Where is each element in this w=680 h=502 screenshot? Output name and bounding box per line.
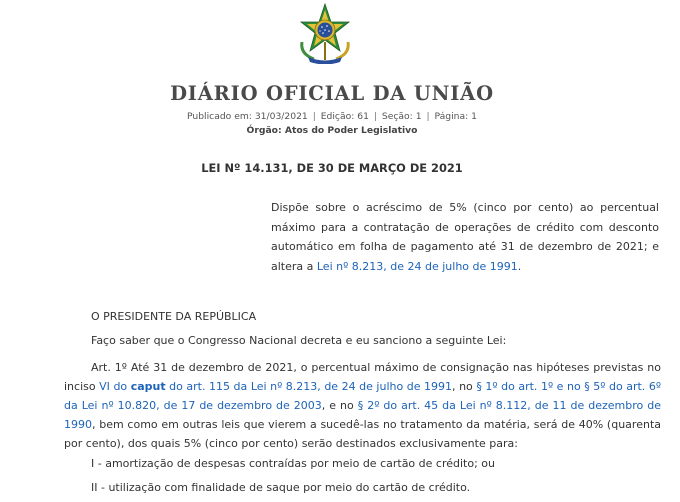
link-text: do art. 115 da Lei nº 8.213, de 24 de julho de 1991 xyxy=(165,380,453,393)
law-title: LEI Nº 14.131, DE 30 DE MARÇO DE 2021 xyxy=(201,161,463,175)
law-8213-art115-link[interactable] xyxy=(99,380,452,393)
law-8213-link[interactable]: Lei nº 8.213, de 24 de julho de 1991 xyxy=(316,260,518,274)
page-number: Página: 1 xyxy=(434,111,477,122)
separator: | xyxy=(373,111,377,122)
item-i: I - amortização de despesas contraídas por meio de cartão de crédito; ou xyxy=(91,457,495,470)
page-title: DIÁRIO OFICIAL DA UNIÃO xyxy=(170,82,494,105)
organ: Órgão: Atos do Poder Legislativo xyxy=(246,125,418,136)
article-text: Art. 1º Até 31 de dezembro de 2021, o percentual máximo de consignação nas hipóteses previstas no inciso xyxy=(64,361,661,393)
article-text: , bem como em outras leis que vierem a sucedê-las no tratamento da matéria, será de 40% (quarenta por cento), dos quais 5% (cinco por cento) serão destinados exclusivamente para: xyxy=(64,418,661,450)
item-ii: II - utilização com finalidade de saque por meio do cartão de crédito. xyxy=(91,481,471,494)
publication-meta xyxy=(0,110,664,138)
law-10820-link[interactable]: § 1º do art. 1º e no § 5º do art. 6º da Lei nº 10.820, de 17 de dezembro de 2003 xyxy=(64,380,662,412)
summary-end: . xyxy=(517,260,522,274)
link-text: VI do xyxy=(99,380,131,393)
separator: | xyxy=(426,111,430,122)
published-date: Publicado em: 31/03/2021 xyxy=(187,111,308,122)
summary-text: Dispõe sobre o acréscimo de 5% (cinco por cento) ao percentual máximo para a contratação de operações de crédito com desconto automático em folha de pagamento até 31 de dezembro de 2021; e altera a xyxy=(271,201,659,274)
decree-line: Faço saber que o Congresso Nacional decreta e eu sanciono a seguinte Lei: xyxy=(91,334,507,347)
law-8112-link[interactable]: § 2º do art. 45 da Lei nº 8.112, de 11 de dezembro de 1990 xyxy=(64,399,661,431)
caput-text: caput xyxy=(130,380,166,393)
article-1 xyxy=(64,358,661,453)
president-line: O PRESIDENTE DA REPÚBLICA xyxy=(91,310,257,323)
brazil-coat-of-arms-icon xyxy=(296,2,354,64)
law-summary xyxy=(271,198,659,277)
article-text: , e no xyxy=(321,399,358,412)
edition: Edição: 61 xyxy=(320,111,369,122)
separator: | xyxy=(312,111,316,122)
article-text: , no xyxy=(452,380,477,393)
section: Seção: 1 xyxy=(381,111,422,122)
